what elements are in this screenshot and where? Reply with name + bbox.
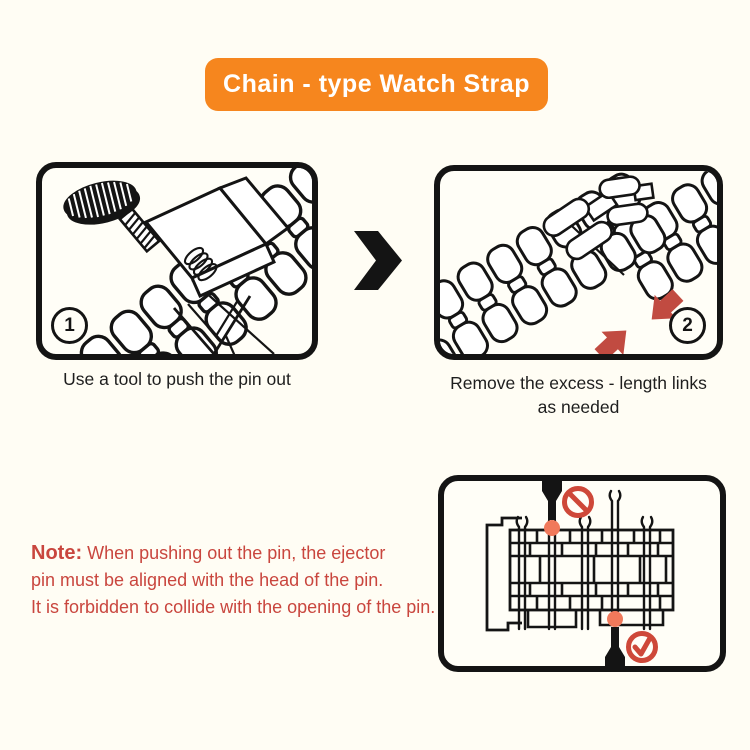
step-2-number-badge: 2 xyxy=(669,307,706,344)
note-line-3: It is forbidden to collide with the opening of the pin. xyxy=(31,597,436,617)
prohibition-icon xyxy=(565,489,592,516)
page-title: Chain - type Watch Strap xyxy=(223,70,530,98)
title-banner xyxy=(205,58,548,111)
next-step-arrow-icon xyxy=(352,231,402,290)
step-2-caption xyxy=(434,371,723,419)
note-text xyxy=(31,540,463,621)
step-2-caption-line2: as needed xyxy=(537,397,620,417)
note-line-1: When pushing out the pin, the ejector xyxy=(87,543,386,563)
step-1-panel xyxy=(36,162,318,360)
note-label: Note: xyxy=(31,542,83,564)
step-2-caption-line1: Remove the excess - length links xyxy=(450,373,707,393)
note-line-2: pin must be aligned with the head of the pin. xyxy=(31,570,384,590)
pin-alignment-illustration xyxy=(444,481,720,666)
step-1-caption: Use a tool to push the pin out xyxy=(63,369,291,389)
red-arrow-icon xyxy=(589,319,637,354)
checkmark-icon xyxy=(629,634,656,661)
pin-alignment-detail-panel xyxy=(438,475,726,672)
step-1-number-badge: 1 xyxy=(51,307,88,344)
step-2-panel xyxy=(434,165,723,360)
